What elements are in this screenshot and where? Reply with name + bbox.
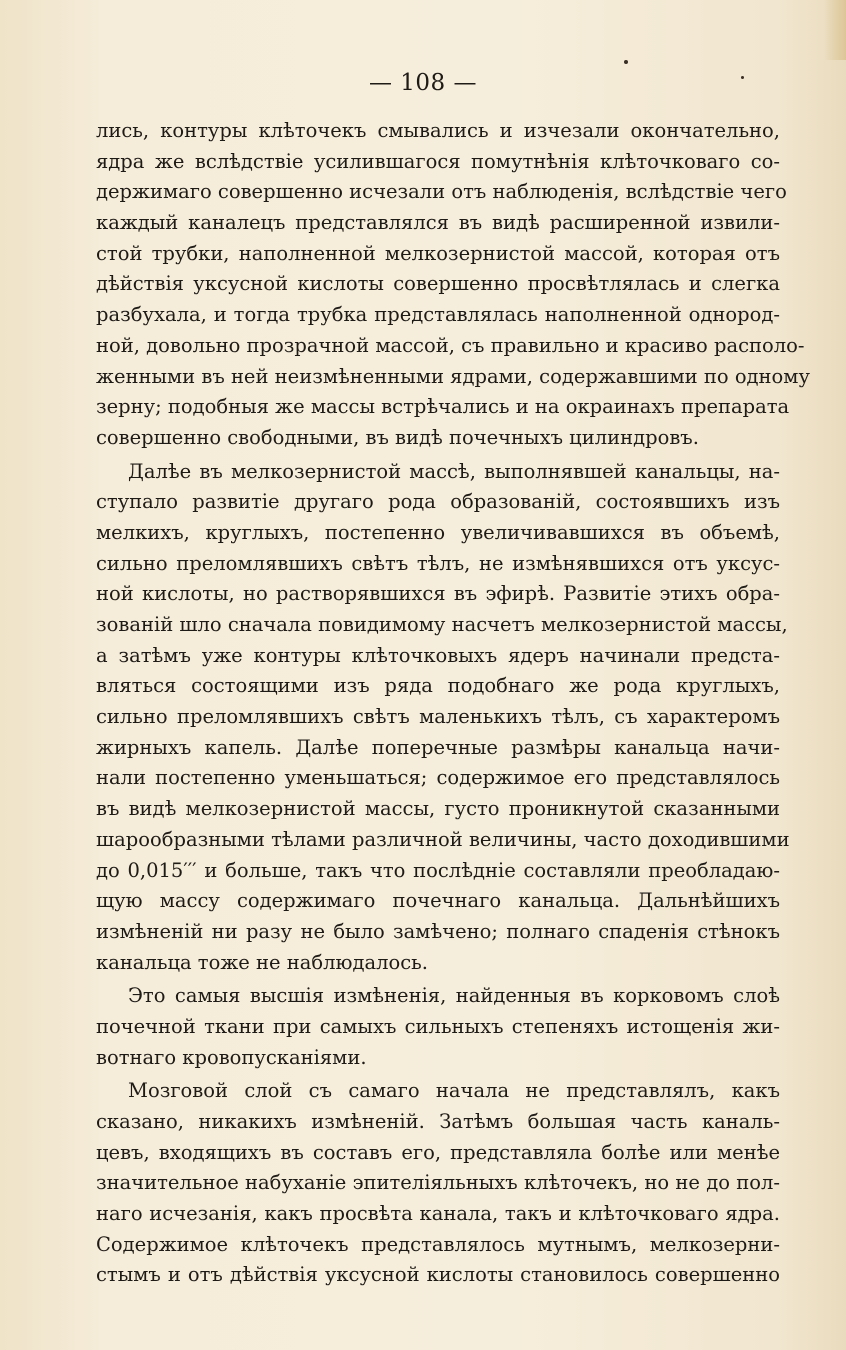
ink-speck (624, 60, 628, 64)
text-line: мелкихъ, круглыхъ, постепенно увеличивавшихся въ объемѣ, (96, 520, 780, 544)
text-line: до 0,015′′′ и больше, такъ что послѣдніе составляли преобладаю- (96, 858, 780, 882)
paragraph (96, 981, 780, 1073)
text-line: зованій шло сначала повидимому насчетъ мелкозернистой массы, (96, 613, 788, 636)
text-line: жирныхъ капель. Далѣе поперечные размѣры канальца начи- (96, 735, 780, 759)
text-line: почечной ткани при самыхъ сильныхъ степеняхъ истощенія жи- (96, 1014, 780, 1038)
page-number: — 108 — (368, 70, 478, 96)
text-line: а затѣмъ уже контуры клѣточковыхъ ядеръ начинали предста- (96, 643, 780, 667)
text-line: совершенно свободными, въ видѣ почечныхъ цилиндровъ. (96, 425, 699, 449)
text-line: измѣненій ни разу не было замѣчено; полнаго спаденія стѣнокъ (96, 919, 780, 943)
text-line: каждый каналецъ представлялся въ видѣ расширенной извили- (96, 211, 780, 235)
text-line: ступало развитіе другаго рода образованій, состоявшихъ изъ (96, 490, 780, 514)
page-edge-stain (824, 0, 846, 60)
text-line: женными въ ней неизмѣненными ядрами, содержавшими по одному (96, 364, 810, 388)
text-line: цевъ, входящихъ въ составъ его, представляла болѣе или менѣе (96, 1140, 780, 1164)
text-line: разбухала, и тогда трубка представлялась наполненной однород- (96, 303, 780, 327)
text-line: нали постепенно уменьшаться; содержимое его представлялось (96, 766, 780, 790)
text-line: вляться состоящими изъ ряда подобнаго же рода круглыхъ, (96, 674, 780, 698)
paragraph (96, 1076, 780, 1291)
text-line: наго исчезанія, какъ просвѣта канала, такъ и клѣточковаго ядра. (96, 1202, 780, 1226)
text-line: дѣйствія уксусной кислоты совершенно просвѣтлялась и слегка (96, 272, 780, 296)
paragraph (96, 457, 790, 979)
text-line: вотнаго кровопусканіями. (96, 1045, 367, 1069)
text-line: ной, довольно прозрачной массой, съ правильно и красиво располо- (96, 333, 805, 357)
text-line: Мозговой слой съ самаго начала не представлялъ, какъ (128, 1079, 780, 1103)
text-line: лись, контуры клѣточекъ смывались и изчезали окончательно, (96, 119, 780, 142)
text-line: сильно преломлявшихъ свѣтъ маленькихъ тѣлъ, съ характеромъ (96, 705, 780, 729)
text-line: Далѣе въ мелкозернистой массѣ, выполнявшей канальцы, на- (128, 459, 780, 483)
text-line: шарообразными тѣлами различной величины, часто доходившими (96, 827, 790, 851)
text-line: значительное набуханіе эпителіяльныхъ клѣточекъ, но не до пол- (96, 1171, 780, 1195)
text-line: стымъ и отъ дѣйствія уксусной кислоты становилось совершенно (96, 1263, 780, 1287)
text-line: сильно преломлявшихъ свѣтъ тѣлъ, не измѣнявшихся отъ уксус- (96, 551, 780, 575)
text-line: Содержимое клѣточекъ представлялось мутнымъ, мелкозерни- (96, 1232, 780, 1256)
text-line: Это самыя высшія измѣненія, найденныя въ корковомъ слоѣ (128, 984, 780, 1008)
text-line: ядра же вслѣдствіе усилившагося помутнѣнія клѣточковаго со- (96, 149, 780, 173)
text-line: канальца тоже не наблюдалось. (96, 950, 428, 974)
text-line: ной кислоты, но растворявшихся въ эфирѣ. Развитіе этихъ обра- (96, 582, 780, 606)
paragraph (96, 116, 810, 454)
text-line: зерну; подобныя же массы встрѣчались и на окраинахъ препарата (96, 395, 790, 419)
text-body (96, 116, 810, 1291)
text-line: сказано, никакихъ измѣненій. Затѣмъ большая часть каналь- (96, 1110, 780, 1133)
text-line: щую массу содержимаго почечнаго канальца. Дальнѣйшихъ (96, 889, 780, 913)
text-line: стой трубки, наполненной мелкозернистой массой, которая отъ (96, 241, 780, 265)
text-line: держимаго совершенно исчезали отъ наблюденія, вслѣдствіе чего (96, 180, 787, 204)
text-line: въ видѣ мелкозернистой массы, густо проникнутой сказанными (96, 797, 780, 821)
